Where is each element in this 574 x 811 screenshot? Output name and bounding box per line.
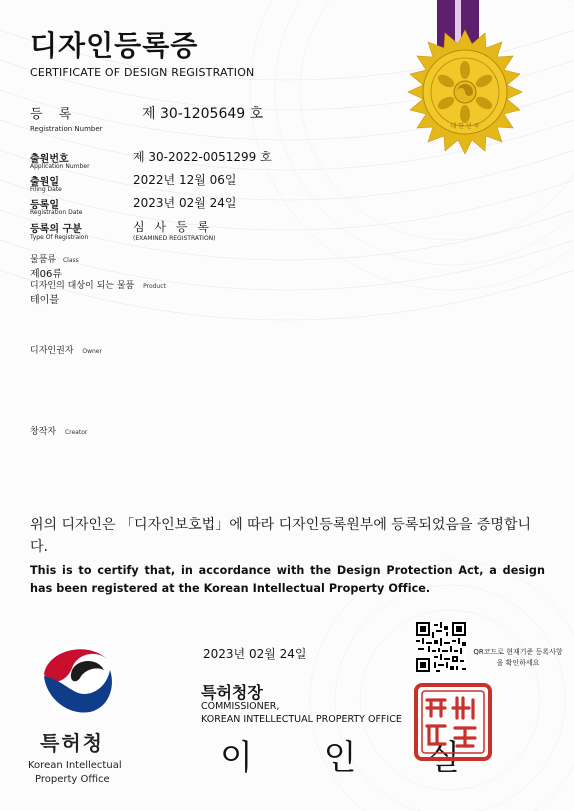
product-value: 테이블 <box>30 295 59 306</box>
seal-country-label: 대 한 민 국 <box>450 123 480 130</box>
creator-label-ko: 창작자 <box>30 427 57 437</box>
filing-date-label-en: Filing Date <box>30 186 62 193</box>
registration-type: 심 사 등 록 <box>133 220 212 234</box>
agency-name-en-1: Korean Intellectual <box>28 760 122 771</box>
creator-label-en: Creator <box>64 429 88 436</box>
owner-label-ko: 디자인권자 <box>30 346 74 356</box>
owner-label-en: Owner <box>82 348 102 355</box>
registration-label-en: Registration Number <box>30 125 103 133</box>
commissioner-signature: 이 인 실 <box>220 738 491 778</box>
class-label <box>30 252 79 265</box>
official-seal-stamp <box>413 682 493 762</box>
certificate-title: 디자인등록증 <box>30 29 199 62</box>
certification-text-ko: 위의 디자인은 「디자인보호법」에 따라 디자인등록원부에 등록되었음을 증명합니다. <box>30 517 531 555</box>
creator-label <box>30 424 87 437</box>
registration-type-label-en: Type Of Registraion <box>30 234 89 241</box>
certification-text-en: This is to certify that, in accordance with the Design Protection Act, a design has been registered at the Korean Intellectual Property Office. <box>30 564 545 595</box>
owner-label <box>30 343 102 356</box>
registration-label: 등 록 <box>30 107 78 122</box>
application-number: 제 30-2022-0051299 호 <box>133 150 272 164</box>
product-label-ko: 디자인의 대상이 되는 물품 <box>30 281 135 291</box>
qr-code-icon[interactable] <box>416 622 466 672</box>
registration-type-label: 등록의 구분 <box>30 224 82 235</box>
commissioner-title-en-2: KOREAN INTELLECTUAL PROPERTY OFFICE <box>201 714 402 725</box>
filing-date-label: 출원일 <box>30 177 59 188</box>
qr-note: QR코드로 현재기준 등록사항을 확인하세요 <box>473 648 563 667</box>
class-label-ko: 물품류 <box>30 255 57 265</box>
registration-number: 제 30-1205649 호 <box>142 106 264 122</box>
registration-date-label-en: Registration Date <box>30 209 83 216</box>
commissioner-title-en-1: COMMISSIONER, <box>201 701 280 712</box>
product-label-en: Product <box>143 283 166 290</box>
registration-type-en: (EXAMINED REGISTRATION) <box>133 235 216 242</box>
registration-date-label: 등록일 <box>30 200 59 211</box>
commissioner-title-ko: 특허청장 <box>201 683 263 702</box>
agency-name-ko: 특허청 <box>40 731 104 755</box>
application-number-label: 출원번호 <box>30 154 69 165</box>
registration-date: 2023년 02월 24일 <box>133 196 237 210</box>
class-value: 제06류 <box>30 269 63 280</box>
national-emblem-seal <box>395 0 565 170</box>
filing-date: 2022년 12월 06일 <box>133 173 237 187</box>
product-label <box>30 278 166 291</box>
kipo-logo-icon <box>38 640 118 720</box>
issue-date: 2023년 02월 24일 <box>203 647 307 661</box>
application-number-label-en: Application Number <box>30 163 90 170</box>
class-label-en: Class <box>62 257 79 264</box>
agency-name-en-2: Property Office <box>35 774 110 785</box>
certificate-title-en: CERTIFICATE OF DESIGN REGISTRATION <box>30 66 255 79</box>
